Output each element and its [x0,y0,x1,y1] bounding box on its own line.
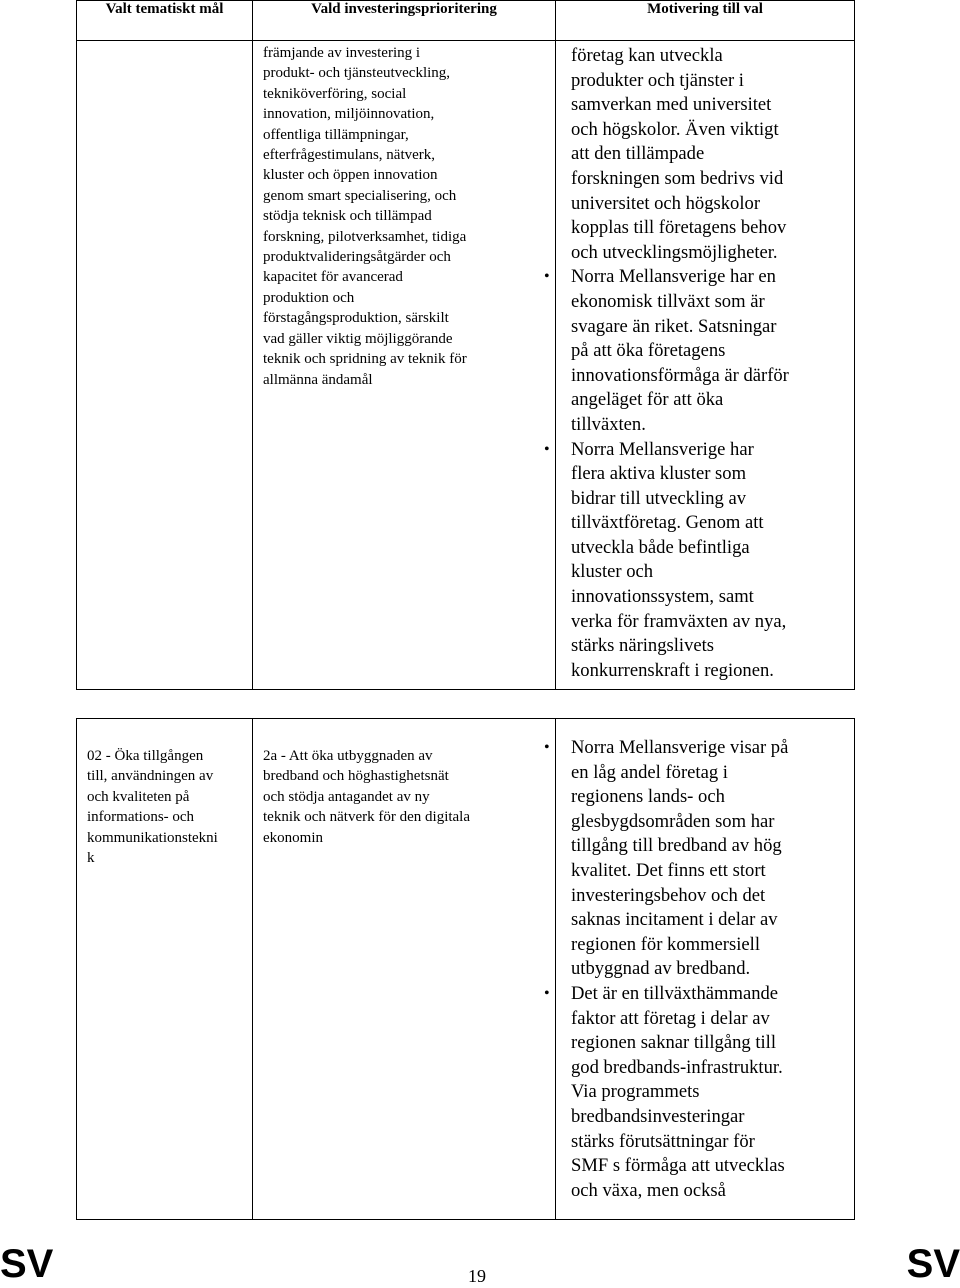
bullet-text-line: stärks förutsättningar för [571,1130,755,1152]
priority-text-line: kapacitet för avancerad [263,269,403,286]
motivation-text-line: kopplas till företagens behov [571,217,787,239]
bottom-objective-text [77,719,252,868]
priority-text-line: 2a - Att öka utbyggnaden av [263,748,433,764]
bullet-item [544,438,854,684]
bullet-text-line: på att öka företagens [571,340,726,362]
motivation-text-line: och utvecklingsmöjligheter. [571,241,778,263]
bullet-text-line: verka för framväxten av nya, [571,610,787,632]
objective-text-line: informations- och [87,809,195,826]
motivation-text-line: samverkan med universitet [571,94,772,116]
bullet-text-line: en låg andel företag i [571,761,728,783]
bullet-text-line: SMF s förmåga att utvecklas [571,1155,785,1177]
footer-language-code-left: SV [0,1242,54,1286]
bullet-text-line: svagare än riket. Satsningar [571,315,777,337]
bullet-text-line: innovationssystem, samt [571,586,754,608]
bullet-text-line: utbyggnad av bredband. [571,958,751,980]
priority-text-line: stödja teknisk och tillämpad [263,208,432,225]
bottom-priority-cell [253,719,556,1220]
page-number: 19 [468,1266,486,1286]
header-motivation: Motivering till val [556,1,855,41]
objective-text-line: till, användningen av [87,768,214,785]
header-objective: Valt tematiskt mål [77,1,253,41]
bottom-motivation-bullets [544,736,854,1203]
priority-text-line: teknik och spridning av teknik för [263,351,467,368]
bullet-text-line: Norra Mellansverige visar på [571,737,789,758]
top-motivation-bullets [544,265,854,683]
bullet-text-line: tillväxten. [571,413,646,435]
bottom-motivation-cell [544,719,855,1220]
bullet-text-line: bidrar till utveckling av [571,487,747,509]
bullet-item [544,265,854,437]
bullet-text-line: stärks näringslivets [571,635,715,657]
header-row [77,1,855,41]
bullet-text-line: glesbygdsområden som har [571,810,775,832]
priority-text-line: efterfrågestimulans, nätverk, [263,147,436,164]
bullet-icon: • [544,739,550,756]
priority-text-line: bredband och höghastighetsnät [263,768,449,785]
motivation-text-line: företag kan utveckla [571,45,723,66]
priority-text-line: forskning, pilotverksamhet, tidiga [263,228,467,245]
bullet-text-line: kvalitet. Det finns ett stort [571,859,766,881]
priority-text-line: allmänna ändamål [263,371,373,388]
bullet-text-line: Norra Mellansverige har [571,438,754,460]
bullet-icon: • [544,268,550,286]
motivation-text-line: och högskolor. Även viktigt [571,118,779,140]
top-objective-cell [77,41,253,690]
priority-text-line: kluster och öppen innovation [263,167,438,184]
bullet-text-line: ekonomisk tillväxt som är [571,290,765,312]
motivation-text-line: att den tillämpade [571,143,705,165]
priority-text-line: produktvalideringsåtgärder och [263,249,451,266]
bullet-text-line: bredbandsinvesteringar [571,1105,745,1127]
bullet-text-line: tillgång till bredband av hög [571,835,782,857]
bullet-text-line: utveckla både befintliga [571,536,750,558]
objective-text-line: och kvaliteten på [87,788,190,805]
bullet-icon: • [544,440,550,458]
bullet-text-line: tillväxtföretag. Genom att [571,512,764,534]
priority-text-line: främjande av investering i [263,45,421,61]
bottom-objective-cell [77,719,253,1220]
bullet-text-line: regionens lands- och [571,786,725,808]
bullet-text-line: saknas incitament i delar av [571,909,778,931]
top-content-row [77,41,855,690]
bullet-text-line: Norra Mellansverige har en [571,266,776,288]
bullet-text-line: god bredbands-infrastruktur. [571,1056,783,1078]
bullet-item [544,736,854,982]
priority-text-line: förstagångsproduktion, särskilt [263,310,449,327]
objective-text-line: k [87,850,95,867]
bullet-icon: • [544,984,550,1002]
bullet-text-line: Via programmets [571,1081,700,1103]
bottom-motivation-text [544,719,854,1203]
bottom-table [76,718,855,1220]
objective-text-line: 02 - Öka tillgången [87,748,204,764]
top-motivation-intro [571,44,854,265]
bullet-text-line: och växa, men också [571,1179,726,1201]
priority-text-line: vad gäller viktig möjliggörande [263,330,453,347]
bullet-text-line: faktor att företag i delar av [571,1007,770,1029]
priority-text-line: offentliga tillämpningar, [263,126,409,143]
bullet-text-line: innovationsförmåga är därför [571,364,789,386]
bullet-text-line: konkurrenskraft i regionen. [571,659,774,681]
bullet-item [544,982,854,1203]
bullet-text-line: kluster och [571,561,654,583]
bullet-text-line: angeläget för att öka [571,389,724,411]
bottom-priority-text [253,719,555,848]
bullet-text-line: regionen saknar tillgång till [571,1032,776,1054]
top-priority-cell [253,41,556,690]
top-motivation-text [544,41,854,683]
bullet-text-line: regionen för kommersiell [571,933,760,955]
priority-text-line: innovation, miljöinnovation, [263,106,435,123]
bottom-content-row [77,719,855,1220]
objective-text-line: kommunikationstekni [87,829,218,846]
footer-language-code-right: SV [906,1242,960,1286]
top-priority-text [253,41,555,390]
motivation-text-line: universitet och högskolor [571,192,761,214]
bullet-text-line: Det är en tillväxthämmande [571,982,779,1004]
priority-text-line: och stödja antagandet av ny [263,788,430,805]
motivation-text-line: produkter och tjänster i [571,69,744,91]
motivation-text-line: forskningen som bedrivs vid [571,167,784,189]
priority-text-line: genom smart specialisering, och [263,187,457,204]
priority-text-line: ekonomin [263,829,323,846]
bullet-text-line: flera aktiva kluster som [571,463,747,485]
top-motivation-cell [544,41,855,690]
priority-text-line: produkt- och tjänsteutveckling, [263,65,451,82]
header-priority: Vald investeringsprioritering [253,1,556,41]
top-table [76,0,855,690]
priority-text-line: produktion och [263,289,355,306]
bullet-text-line: investeringsbehov och det [571,884,766,906]
priority-text-line: teknik och nätverk för den digitala [263,809,471,826]
priority-text-line: tekniköverföring, social [263,85,407,102]
